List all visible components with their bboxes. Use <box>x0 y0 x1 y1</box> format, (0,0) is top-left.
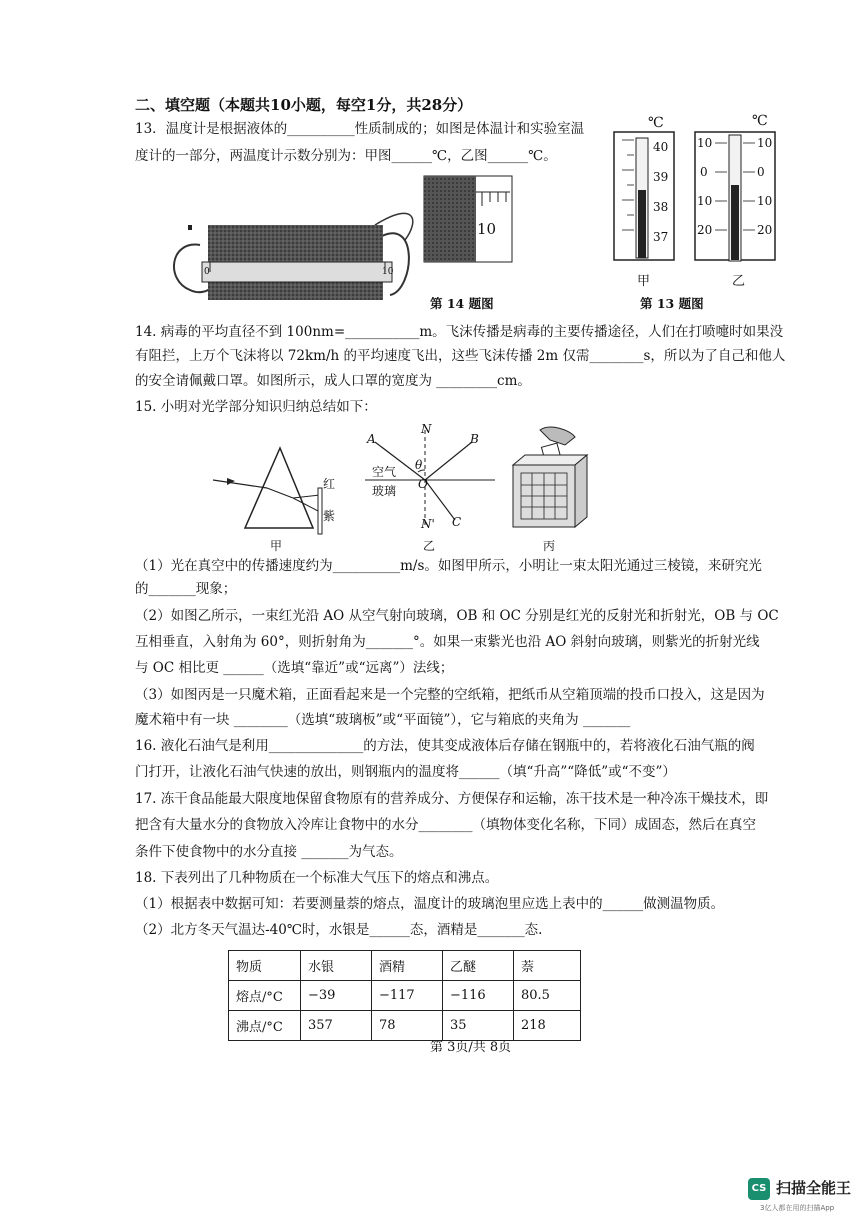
table-cell: −117 <box>372 981 443 1011</box>
page-footer: 第 3页/共 8页 <box>430 1040 512 1055</box>
yi-right-tick-10: 10 <box>757 136 773 150</box>
table-header-cell: 水银 <box>301 951 372 981</box>
watermark-tagline: 3亿人都在用的扫描App <box>760 1204 835 1212</box>
q13-line1: 13．温度计是根据液体的__________性质制成的；如图是体温计和实验室温 <box>135 121 585 137</box>
prism-purple-label: 紫 <box>323 509 336 523</box>
yi-right-tick-neg20: 20 <box>757 223 773 237</box>
fig-jia-label: 甲 <box>270 539 283 553</box>
yi-left-tick-neg10: 10 <box>697 194 713 208</box>
glass-label: 玻璃 <box>372 484 397 498</box>
fig-yi-label: 乙 <box>423 539 436 553</box>
table-cell: 357 <box>301 1011 372 1041</box>
watermark-name: 扫描全能王 <box>776 1179 852 1197</box>
prism-figure <box>205 440 340 540</box>
yi-left-tick-10: 10 <box>697 136 713 150</box>
thermometer-jia-unit: ℃ <box>648 115 664 131</box>
ruler-big-label: 10 <box>477 220 497 238</box>
q14-line3: 的安全请佩戴口罩。如图所示，成人口罩的宽度为 _________cm。 <box>135 373 531 389</box>
q14-line1: 14. 病毒的平均直径不到 100nm=___________m。飞沫传播是病毒的主要传播途径，人们在打喷嚏时如果没 <box>135 324 784 340</box>
q15-p2c: 与 OC 相比更 ______（选填“靠近”或“远离”）法线； <box>135 660 454 676</box>
magic-box-figure <box>505 425 595 535</box>
table-header-cell: 物质 <box>229 951 301 981</box>
q16-line1: 16. 液化石油气是利用______________的方法，使其变成液体后存储在钢瓶中的，若将液化石油气瓶的阀 <box>135 738 755 754</box>
q17-line2: 把含有大量水分的食物放入冷库让食物中的水分________（填物体变化名称，下同）成固态，然后在真空 <box>135 817 756 833</box>
yi-right-tick-neg10: 10 <box>757 194 773 208</box>
table-cell: 熔点/°C <box>229 981 301 1011</box>
figure-13-caption: 第 13 题图 <box>640 296 704 311</box>
jia-tick-38: 38 <box>653 200 669 214</box>
q15-intro: 15. 小明对光学部分知识归纳总结如下： <box>135 399 377 415</box>
table-cell: 沸点/°C <box>229 1011 301 1041</box>
table-cell: −116 <box>443 981 514 1011</box>
q15-p1b: 的_______现象； <box>135 581 237 597</box>
angle-theta-label: θ <box>415 458 423 472</box>
ray-a-label: A <box>367 432 376 446</box>
melting-boiling-table <box>228 950 581 1041</box>
ruler-small-right: 10 <box>382 267 394 277</box>
q15-p3b: 魔术箱中有一块 ________（选填“玻璃板”或“平面镜”），它与箱底的夹角为 _______ <box>135 712 631 728</box>
section-title: 二、填空题（本题共10小题，每空1分，共28分） <box>135 96 473 114</box>
yi-left-tick-0: 0 <box>700 165 708 179</box>
jia-tick-40: 40 <box>653 140 669 154</box>
yi-right-tick-0: 0 <box>757 165 765 179</box>
thermometer-yi-label: 乙 <box>732 274 746 289</box>
table-cell: 80.5 <box>514 981 581 1011</box>
table-header-cell: 酒精 <box>372 951 443 981</box>
figure-14-caption: 第 14 题图 <box>430 296 494 311</box>
q18-p1: （1）根据表中数据可知：若要测量萘的熔点，温度计的玻璃泡里应选上表中的______做测温物质。 <box>135 896 725 912</box>
jia-tick-37: 37 <box>653 230 669 244</box>
q13-line2: 度计的一部分，两温度计示数分别为：甲图______℃，乙图______℃。 <box>135 148 557 164</box>
fig-bing-label: 丙 <box>543 539 556 553</box>
ray-c-label: C <box>452 515 462 529</box>
table-row <box>229 981 581 1011</box>
table-cell: 218 <box>514 1011 581 1041</box>
normal-n2-label: N' <box>421 517 435 531</box>
mask-figure <box>160 170 520 310</box>
ruler-small-left: 0 <box>204 267 210 277</box>
ray-b-label: B <box>470 432 479 446</box>
point-o-label: O <box>418 477 428 491</box>
q18-p2: （2）北方冬天气温达-40℃时，水银是______态，酒精是_______态. <box>135 922 543 938</box>
jia-tick-39: 39 <box>653 170 669 184</box>
q16-line2: 门打开，让液化石油气快速的放出，则钢瓶内的温度将______（填“升高”“降低”或“不变”） <box>135 764 676 780</box>
table-cell: 35 <box>443 1011 514 1041</box>
normal-n-label: N <box>421 422 432 436</box>
q15-p1a: （1）光在真空中的传播速度约为__________m/s。如图甲所示，小明让一束太阳光通过三棱镜，来研究光 <box>135 558 762 574</box>
table-row <box>229 1011 581 1041</box>
air-label: 空气 <box>372 465 397 479</box>
q14-line2: 有阻拦，上万个飞沫将以 72km/h 的平均速度飞出，这些飞沫传播 2m 仅需________s，所以为了自己和他人 <box>135 348 786 364</box>
table-header-cell: 乙醚 <box>443 951 514 981</box>
q15-p3a: （3）如图丙是一只魔术箱，正面看起来是一个完整的空纸箱，把纸币从空箱顶端的投币口投入，这是因为 <box>135 687 765 703</box>
q17-line3: 条件下使食物中的水分直接 _______为气态。 <box>135 844 403 860</box>
q18-intro: 18. 下表列出了几种物质在一个标准大气压下的熔点和沸点。 <box>135 870 499 886</box>
q15-p2a: （2）如图乙所示，一束红光沿 AO 从空气射向玻璃，OB 和 OC 分别是红光的反射光和折射光，OB 与 OC <box>135 608 779 624</box>
table-cell: −39 <box>301 981 372 1011</box>
thermometer-yi-unit: ℃ <box>752 113 768 129</box>
prism-red-label: 红 <box>323 477 336 491</box>
q17-line1: 17. 冻干食品能最大限度地保留食物原有的营养成分、方便保存和运输，冻干技术是一种冷冻干燥技术，即 <box>135 791 769 807</box>
q15-p2b: 互相垂直，入射角为 60°，则折射角为_______°。如果一束紫光也沿 AO 斜射向玻璃，则紫光的折射光线 <box>135 634 760 650</box>
thermometer-jia-label: 甲 <box>637 274 651 289</box>
table-header-cell: 萘 <box>514 951 581 981</box>
table-header-row <box>229 951 581 981</box>
camscanner-logo-icon: CS <box>748 1178 770 1200</box>
table-cell: 78 <box>372 1011 443 1041</box>
yi-left-tick-neg20: 20 <box>697 223 713 237</box>
